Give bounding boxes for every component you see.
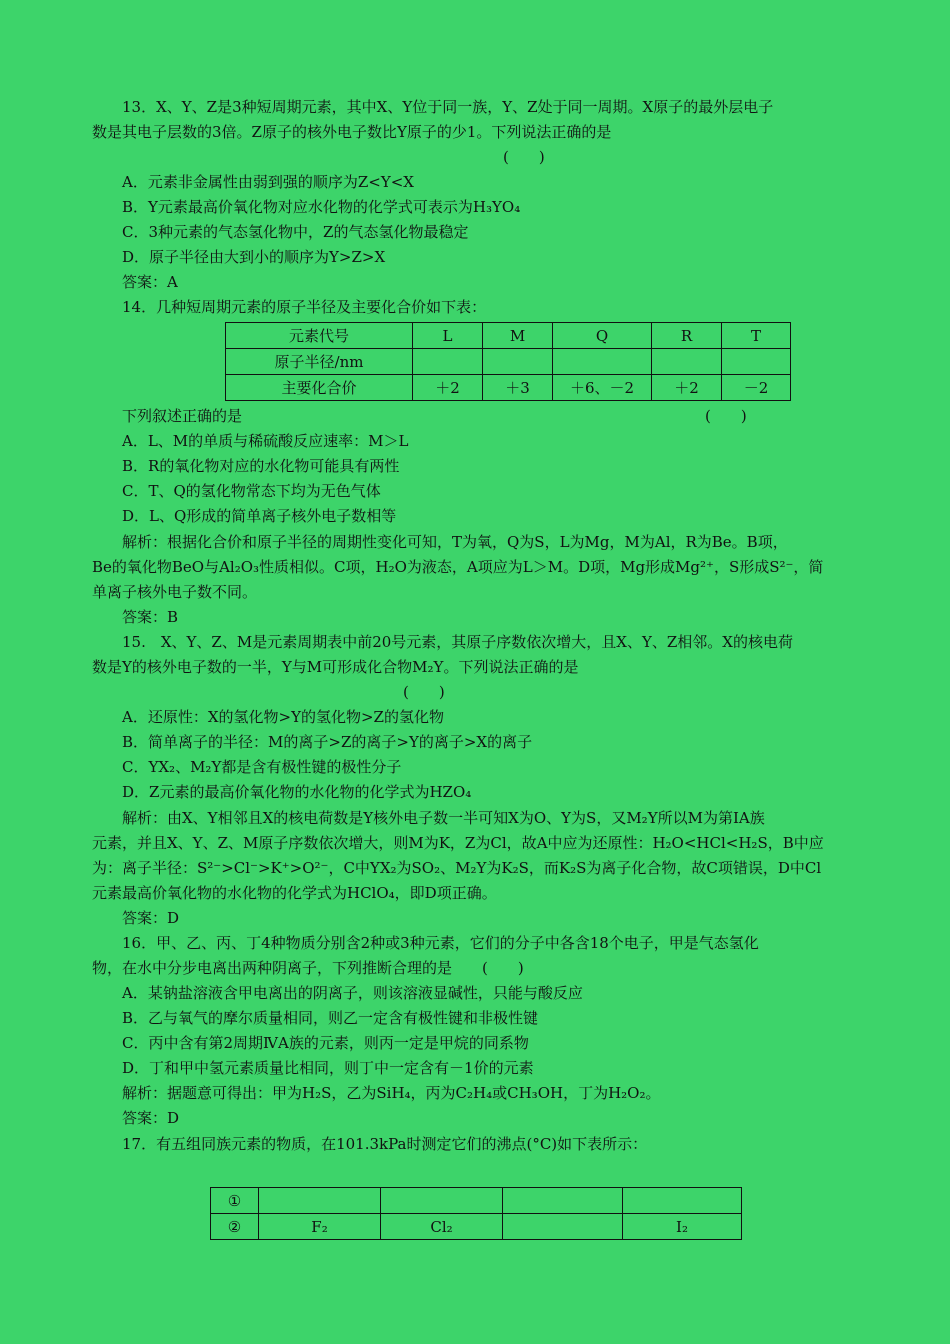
q15-option-c: C．YX₂、M₂Y都是含有极性键的极性分子 bbox=[122, 758, 402, 776]
table-cell: ＋2 bbox=[413, 375, 483, 401]
table-cell: T bbox=[722, 323, 791, 349]
q13-option-b: B．Y元素最高价氧化物对应水化物的化学式可表示为H₃YO₄ bbox=[122, 198, 521, 216]
q13-option-d: D．原子半径由大到小的顺序为Y>Z>X bbox=[122, 248, 386, 266]
table-cell: ② bbox=[211, 1214, 259, 1240]
table-row bbox=[211, 1188, 742, 1214]
table-cell bbox=[483, 349, 553, 375]
table-cell bbox=[503, 1188, 623, 1214]
q15-explanation-line4: 元素最高价氧化物的水化物的化学式为HClO₄，即D项正确。 bbox=[92, 884, 497, 902]
table-cell: 元素代号 bbox=[226, 323, 413, 349]
table-row bbox=[226, 323, 791, 349]
q15-stem-line1: 15. X、Y、Z、M是元素周期表中前20号元素，其原子序数依次增大，且X、Y、Z相邻。X的核电荷 bbox=[122, 633, 793, 651]
q16-stem-line2: 物，在水中分步电离出两种阴离子，下列推断合理的是 ( ) bbox=[92, 959, 524, 977]
table-cell: －2 bbox=[722, 375, 791, 401]
q16-option-d: D．丁和甲中氢元素质量比相同，则丁中一定含有－1价的元素 bbox=[122, 1059, 534, 1077]
table-cell: ＋3 bbox=[483, 375, 553, 401]
table-cell: I₂ bbox=[623, 1214, 742, 1240]
q13-answer: 答案：A bbox=[122, 273, 178, 291]
q14-option-b: B．R的氧化物对应的水化物可能具有两性 bbox=[122, 457, 400, 475]
q14-explanation-line2: Be的氧化物BeO与Al₂O₃性质相似。C项，H₂O为液态，A项应为L＞M。D项，Mg形成Mg²⁺，S形成S²⁻，简 bbox=[92, 558, 824, 576]
table-cell: R bbox=[652, 323, 722, 349]
table-cell bbox=[652, 349, 722, 375]
q15-explanation-line2: 元素，并且X、Y、Z、M原子序数依次增大，则M为K，Z为Cl，故A中应为还原性：H₂O<HCl<H₂S，B中应 bbox=[92, 834, 824, 852]
q13-option-c: C．3种元素的气态氢化物中，Z的气态氢化物最稳定 bbox=[122, 223, 469, 241]
q14-prompt: 下列叙述正确的是 bbox=[122, 407, 243, 425]
table-cell: 原子半径/nm bbox=[226, 349, 413, 375]
q13-answer-blank: ( ) bbox=[503, 148, 545, 166]
q15-answer-blank: ( ) bbox=[403, 683, 445, 701]
q13-stem-line1: 13．X、Y、Z是3种短周期元素，其中X、Y位于同一族，Y、Z处于同一周期。X原子的最外层电子 bbox=[122, 98, 774, 116]
q17-boiling-point-table bbox=[210, 1187, 742, 1240]
table-cell: L bbox=[413, 323, 483, 349]
q14-answer-blank: ( ) bbox=[705, 407, 747, 425]
table-cell: Q bbox=[553, 323, 652, 349]
q15-option-d: D．Z元素的最高价氧化物的水化物的化学式为HZO₄ bbox=[122, 783, 472, 801]
q14-explanation-line3: 单离子核外电子数不同。 bbox=[92, 583, 258, 601]
table-cell bbox=[553, 349, 652, 375]
q14-element-table bbox=[225, 322, 791, 401]
table-cell: ① bbox=[211, 1188, 259, 1214]
q15-stem-line2: 数是Y的核外电子数的一半，Y与M可形成化合物M₂Y。下列说法正确的是 bbox=[92, 658, 579, 676]
q15-explanation-line3: 为：离子半径：S²⁻>Cl⁻>K⁺>O²⁻，C中YX₂为SO₂、M₂Y为K₂S，而K₂S为离子化合物，故C项错误，D中Cl bbox=[92, 859, 822, 877]
table-cell bbox=[259, 1188, 381, 1214]
q16-explanation: 解析：据题意可得出：甲为H₂S，乙为SiH₄，丙为C₂H₄或CH₃OH，丁为H₂O₂。 bbox=[122, 1084, 661, 1102]
q14-option-d: D．L、Q形成的简单离子核外电子数相等 bbox=[122, 507, 397, 525]
table-row bbox=[211, 1214, 742, 1240]
table-cell: F₂ bbox=[259, 1214, 381, 1240]
q16-option-c: C．丙中含有第2周期ⅣA族的元素，则丙一定是甲烷的同系物 bbox=[122, 1034, 529, 1052]
q14-option-c: C．T、Q的氢化物常态下均为无色气体 bbox=[122, 482, 381, 500]
q15-explanation-line1: 解析：由X、Y相邻且X的核电荷数是Y核外电子数一半可知X为O、Y为S，又M₂Y所以M为第ⅠA族 bbox=[122, 809, 765, 827]
q14-explanation-line1: 解析：根据化合价和原子半径的周期性变化可知，T为氧，Q为S，L为Mg，M为Al，R为Be。B项， bbox=[122, 533, 788, 551]
table-cell: Cl₂ bbox=[381, 1214, 503, 1240]
q14-option-a: A．L、M的单质与稀硫酸反应速率：M＞L bbox=[122, 432, 409, 450]
table-row bbox=[226, 349, 791, 375]
q14-stem: 14．几种短周期元素的原子半径及主要化合价如下表： bbox=[122, 298, 487, 316]
table-cell: 主要化合价 bbox=[226, 375, 413, 401]
q13-stem-line2: 数是其电子层数的3倍。Z原子的核外电子数比Y原子的少1。下列说法正确的是 bbox=[92, 123, 612, 141]
q15-option-a: A．还原性：X的氢化物>Y的氢化物>Z的氢化物 bbox=[122, 708, 444, 726]
table-cell: M bbox=[483, 323, 553, 349]
q16-answer: 答案：D bbox=[122, 1109, 180, 1127]
table-cell bbox=[722, 349, 791, 375]
table-cell bbox=[413, 349, 483, 375]
q16-stem-line1: 16．甲、乙、丙、丁4种物质分别含2种或3种元素，它们的分子中各含18个电子，甲是气态氢化 bbox=[122, 934, 759, 952]
q16-option-b: B．乙与氧气的摩尔质量相同，则乙一定含有极性键和非极性键 bbox=[122, 1009, 539, 1027]
table-cell: ＋6、－2 bbox=[553, 375, 652, 401]
q16-option-a: A．某钠盐溶液含甲电离出的阴离子，则该溶液显碱性，只能与酸反应 bbox=[122, 984, 583, 1002]
q17-stem: 17．有五组同族元素的物质，在101.3kPa时测定它们的沸点(°C)如下表所示： bbox=[122, 1135, 648, 1153]
q15-option-b: B．简单离子的半径：M的离子>Z的离子>Y的离子>X的离子 bbox=[122, 733, 533, 751]
table-cell bbox=[381, 1188, 503, 1214]
table-cell: ＋2 bbox=[652, 375, 722, 401]
table-row bbox=[226, 375, 791, 401]
q15-answer: 答案：D bbox=[122, 909, 180, 927]
table-cell bbox=[503, 1214, 623, 1240]
q14-answer: 答案：B bbox=[122, 608, 179, 626]
q13-option-a: A．元素非金属性由弱到强的顺序为Z<Y<X bbox=[122, 173, 414, 191]
table-cell bbox=[623, 1188, 742, 1214]
